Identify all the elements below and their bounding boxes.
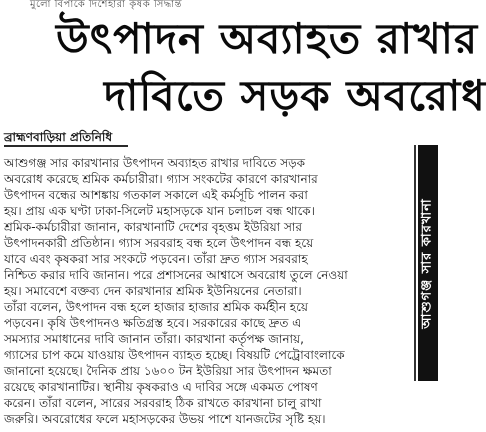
previous-headline-fragment: মুলো বিপাকে দিশেহারা কৃষক সিদ্ধান্ত xyxy=(30,0,182,10)
body-line: সমস্যার সমাধানের দাবি জানান তাঁরা। কারখানা কর্তৃপক্ষ জানায়, xyxy=(4,332,304,346)
body-line: অবরোধ করেছে শ্রমিক কর্মচারীরা। গ্যাস সংকটের কারণে কারখানার xyxy=(4,172,318,186)
side-label xyxy=(418,145,438,381)
body-line: হয়। সমাবেশে বক্তব্য দেন কারখানার শ্রমিক ইউনিয়নের নেতারা। xyxy=(4,284,302,298)
body-line: যাবে এবং কৃষকরা সার সংকটে পড়বেন। তাঁরা দ্রুত গ্যাস সরবরাহ xyxy=(4,252,308,266)
headline-line-1: উৎপাদন অব্যাহত রাখার xyxy=(56,14,479,63)
body-line: জানানো হয়েছে। দৈনিক প্রায় ১৬০০ টন ইউরিয়া সার উৎপাদন ক্ষমতা xyxy=(4,364,332,378)
article-body xyxy=(4,155,415,427)
byline: ব্রাহ্মণবাড়িয়া প্রতিনিধি xyxy=(4,129,128,147)
body-line: আশুগঞ্জ সার কারখানার উৎপাদন অব্যাহত রাখার দাবিতে সড়ক xyxy=(4,156,306,170)
column-divider xyxy=(414,145,416,381)
body-line: করেন। তাঁরা বলেন, সারের সরবরাহ ঠিক রাখতে কারখানা চালু রাখা xyxy=(4,396,322,410)
body-line: তাঁরা বলেন, উৎপাদন বন্ধ হলে হাজার হাজার শ্রমিক কর্মহীন হয়ে xyxy=(4,300,308,314)
body-line: উৎপাদনকারী প্রতিষ্ঠান। গ্যাস সরবরাহ বন্ধ হলে উৎপাদন বন্ধ হয়ে xyxy=(4,236,314,250)
body-line: পড়বেন। কৃষি উৎপাদনও ক্ষতিগ্রস্ত হবে। সরকারের কাছে দ্রুত এ xyxy=(4,316,302,330)
body-line: রয়েছে কারখানাটির। স্থানীয় কৃষকরাও এ দাবির সঙ্গে একমত পোষণ xyxy=(4,380,318,394)
body-line: শ্রমিক-কর্মচারীরা জানান, কারখানাটি দেশের বৃহত্তম ইউরিয়া সার xyxy=(4,220,302,234)
body-line: গ্যাসের চাপ কমে যাওয়ায় উৎপাদন ব্যাহত হচ্ছে। বিষয়টি পেট্রোবাংলাকে xyxy=(4,348,345,362)
headline-line-2: দাবিতে সড়ক অবরোধ xyxy=(104,71,486,120)
body-line: হয়। প্রায় এক ঘণ্টা ঢাকা-সিলেট মহাসড়কে যান চলাচল বন্ধ থাকে। xyxy=(4,204,315,218)
side-label-text: আশুগঞ্জ সার কারখানা xyxy=(419,197,435,329)
body-line: জরুরি। অবরোধের ফলে মহাসড়কের উভয় পাশে যানজটের সৃষ্টি হয়। xyxy=(4,412,326,426)
body-line: নিশ্চিত করার দাবি জানান। পরে প্রশাসনের আশ্বাসে অবরোধ তুলে নেওয়া xyxy=(4,268,348,282)
body-line: উৎপাদন বন্ধের আশঙ্কায় গতকাল সকালে এই কর্মসূচি পালন করা xyxy=(4,188,308,202)
